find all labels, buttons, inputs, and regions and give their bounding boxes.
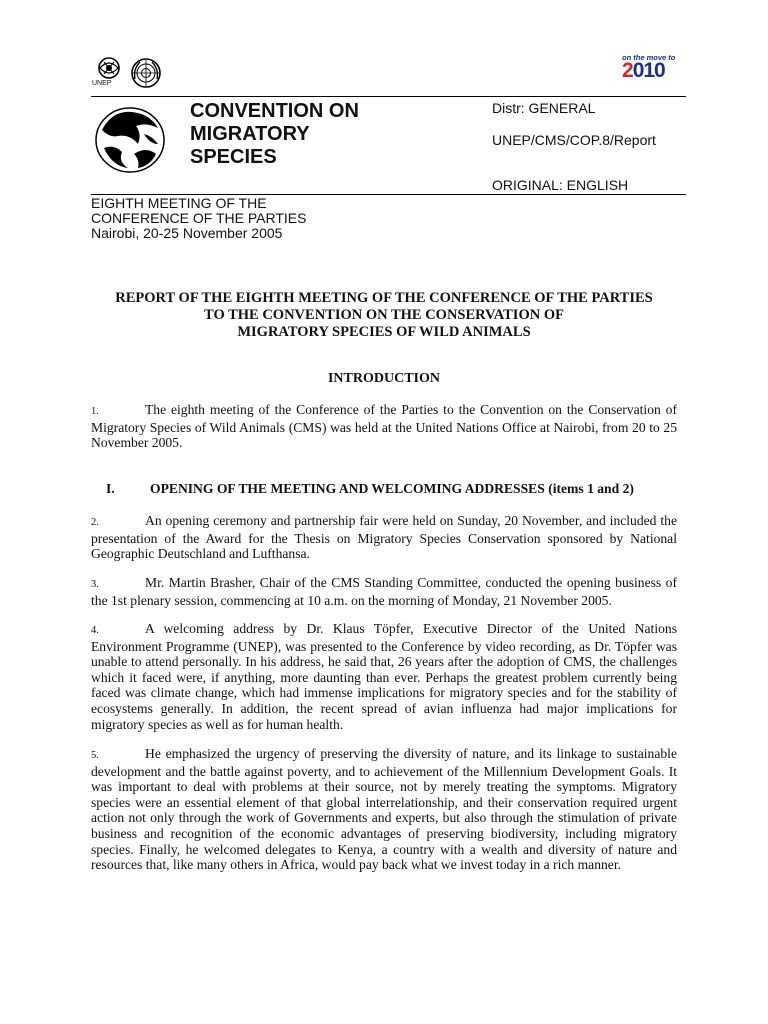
original-language: ORIGINAL: ENGLISH — [492, 177, 629, 193]
convention-title — [190, 100, 359, 169]
paragraph-4 — [91, 621, 677, 732]
campaign-year-digit: 2 — [622, 59, 633, 82]
paragraph-2 — [91, 513, 677, 562]
section-number: I. — [106, 481, 115, 496]
paragraph-3 — [91, 575, 677, 608]
distribution-label: Distr: GENERAL — [492, 100, 596, 116]
section-heading-1 — [106, 481, 634, 497]
convention-title-line1: CONVENTION ON — [190, 100, 359, 122]
convention-title-line2: MIGRATORY — [190, 123, 310, 145]
paragraph-text: He emphasized the urgency of preserving the diversity of nature, and its linkage to sustainable development and the battle against poverty, and to achievement of the Millennium Development Goals. It was important to deal with problems at their source, not by merely treating the symptoms. Migratory species were an essential element of that global interrelationship, and their conservation required urgent action not only through the work of Governments and experts, but also through the stimulation of private business and recognition of the economic advantages of preserving biodiversity, including migratory species. Finally, he welcomed delegates to Kenya, a country with a wealth and diversity of nature and resources that, like many others in Africa, would pay back what we invest today in a rich manner. — [91, 746, 677, 873]
paragraph-number: 4. — [91, 625, 99, 636]
paragraph-number: 3. — [91, 579, 99, 590]
paragraph-text: Mr. Martin Brasher, Chair of the CMS Standing Committee, conducted the opening business of the 1st plenary session, commencing at 10 a.m. on the morning of Monday, 21 November 2005. — [91, 575, 677, 608]
paragraph-number: 1. — [91, 406, 99, 417]
report-title-line1: REPORT OF THE EIGHTH MEETING OF THE CONFERENCE OF THE PARTIES — [115, 290, 653, 306]
un-emblem — [130, 57, 162, 89]
campaign-year-logo — [622, 59, 665, 83]
unep-label: UNEP — [92, 80, 112, 87]
report-title-line3: MIGRATORY SPECIES OF WILD ANIMALS — [237, 324, 531, 340]
paragraph-text: A welcoming address by Dr. Klaus Töpfer, Executive Director of the United Nations Environment Programme (UNEP), was presented to the Conference by video recording, as Dr. Töpfer was unable to attend personally. In his address, he said that, 26 years after the adoption of CMS, the challenges which it faced were, if anything, more daunting than ever. Perhaps the greatest problem currently being faced was climate change, which had immense implications for migratory species and for the stability of ecosystems generally. In addition, the recent spread of avian influenza had major implications for migratory species as well as for human health. — [91, 621, 677, 732]
meeting-line1: EIGHTH MEETING OF THE — [91, 195, 267, 211]
meeting-line2: CONFERENCE OF THE PARTIES — [91, 210, 307, 226]
section-title: OPENING OF THE MEETING AND WELCOMING ADDRESSES (items 1 and 2) — [150, 481, 634, 496]
paragraph-text: The eighth meeting of the Conference of the Parties to the Convention on the Conservation of Migratory Species of Wild Animals (CMS) was held at the United Nations Office at Nairobi, from 20 to 25 November 2005. — [91, 402, 677, 451]
meeting-line3: Nairobi, 20-25 November 2005 — [91, 225, 283, 241]
paragraph-1 — [91, 402, 677, 451]
meeting-info — [91, 196, 306, 241]
document-symbol: UNEP/CMS/COP.8/Report — [492, 132, 656, 148]
introduction-heading: INTRODUCTION — [327, 371, 440, 386]
paragraph-number: 2. — [91, 517, 99, 528]
report-title — [91, 290, 677, 341]
campaign-tagline: on the move to — [622, 53, 676, 62]
header-top-rule — [91, 96, 686, 97]
cms-logo — [92, 104, 168, 176]
paragraph-5 — [91, 746, 677, 873]
convention-title-line3: SPECIES — [190, 146, 277, 168]
paragraph-number: 5. — [91, 750, 99, 761]
report-title-line2: TO THE CONVENTION ON THE CONSERVATION OF — [204, 307, 564, 323]
campaign-year-rest: 010 — [632, 59, 665, 82]
paragraph-text: An opening ceremony and partnership fair were held on Sunday, 20 November, and included the presentation of the Award for the Thesis on Migratory Species Conservation sponsored by National Geographic Deutschland and Lufthansa. — [91, 513, 677, 562]
